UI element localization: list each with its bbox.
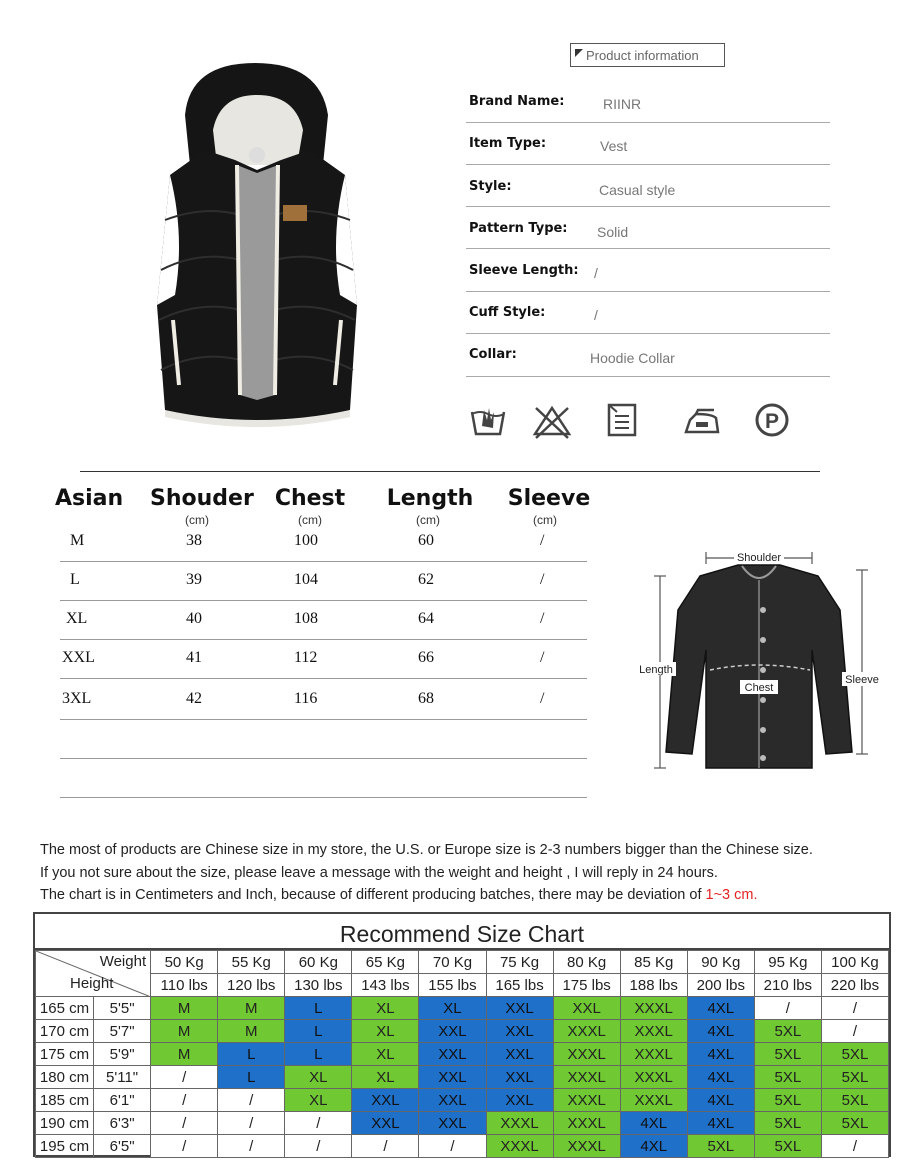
- recommended-size-cell: XXL: [352, 1089, 419, 1112]
- recommended-size-cell: XXL: [486, 1043, 553, 1066]
- recommended-size-cell: 5XL: [687, 1135, 754, 1158]
- height-cm-cell: 190 cm: [36, 1112, 94, 1135]
- recommended-size-cell: XXXL: [486, 1112, 553, 1135]
- size-cell: L: [70, 571, 80, 588]
- info-value: Casual style: [599, 182, 676, 198]
- recommended-size-cell: 5XL: [754, 1020, 821, 1043]
- recommended-size-cell: /: [419, 1135, 486, 1158]
- size-row: [60, 680, 587, 720]
- size-cell: /: [540, 649, 545, 666]
- svg-text:P: P: [765, 410, 780, 433]
- recommended-size-cell: 4XL: [620, 1112, 687, 1135]
- recommended-size-cell: XXL: [553, 997, 620, 1020]
- height-cm-cell: 165 cm: [36, 997, 94, 1020]
- weight-lbs-cell: 188 lbs: [620, 974, 687, 997]
- recommended-size-cell: 4XL: [620, 1135, 687, 1158]
- recommended-size-cell: M: [151, 997, 218, 1020]
- unit-label: (cm): [185, 513, 209, 527]
- size-cell: 108: [294, 610, 318, 627]
- recommended-size-cell: L: [285, 1043, 352, 1066]
- size-cell: 41: [186, 649, 202, 666]
- info-row-sleeve-length: [466, 249, 830, 292]
- info-value: Vest: [600, 138, 628, 154]
- size-cell: XXL: [62, 649, 95, 666]
- height-ft-cell: 6'1": [94, 1089, 151, 1112]
- recommended-size-cell: M: [218, 997, 285, 1020]
- size-cell: /: [540, 571, 545, 588]
- diagram-sleeve-label: Sleeve: [845, 674, 879, 686]
- recommended-size-cell: XXXL: [620, 1089, 687, 1112]
- info-row-cuff-style: [466, 291, 830, 334]
- unit-label: (cm): [533, 513, 557, 527]
- recommended-size-cell: /: [218, 1089, 285, 1112]
- recommended-size-cell: 5XL: [754, 1135, 821, 1158]
- note-line-3-text: The chart is in Centimeters and Inch, because of different producing batches, there may be deviation of: [40, 887, 706, 903]
- size-cell: 60: [418, 532, 434, 549]
- recommended-size-cell: XXXL: [553, 1066, 620, 1089]
- size-cell: 100: [294, 532, 318, 549]
- info-value: Solid: [597, 224, 629, 240]
- height-row: [36, 1066, 889, 1089]
- weight-kg-cell: 55 Kg: [218, 951, 285, 974]
- recommended-size-cell: XXXL: [553, 1043, 620, 1066]
- recommended-size-cell: /: [218, 1135, 285, 1158]
- recommended-size-cell: XL: [352, 997, 419, 1020]
- height-row: [36, 1135, 889, 1158]
- info-value: /: [594, 265, 598, 281]
- size-row-empty: [60, 758, 587, 798]
- recommended-size-cell: XXXL: [553, 1020, 620, 1043]
- size-cell: 112: [294, 649, 318, 666]
- recommended-size-cell: XXL: [352, 1112, 419, 1135]
- weight-lbs-cell: 165 lbs: [486, 974, 553, 997]
- info-row-collar: [466, 334, 830, 377]
- recommended-size-cell: /: [352, 1135, 419, 1158]
- recommended-size-cell: 5XL: [821, 1112, 888, 1135]
- weight-kg-row: [36, 951, 889, 974]
- height-ft-cell: 5'9": [94, 1043, 151, 1066]
- diagram-chest-label: Chest: [744, 682, 774, 694]
- info-value: /: [594, 307, 598, 323]
- recommended-size-cell: 4XL: [687, 1089, 754, 1112]
- recommended-size-cell: /: [285, 1112, 352, 1135]
- weight-lbs-cell: 155 lbs: [419, 974, 486, 997]
- weight-kg-cell: 65 Kg: [352, 951, 419, 974]
- size-cell: 116: [294, 690, 318, 707]
- info-row-pattern-type: [466, 206, 830, 249]
- recommended-size-cell: /: [218, 1112, 285, 1135]
- size-row: [60, 522, 587, 562]
- tumble-dry-icon: [603, 400, 643, 440]
- size-row-empty: [60, 719, 587, 759]
- info-key: Sleeve Length:: [469, 263, 579, 278]
- size-row: [60, 561, 587, 601]
- iron-icon: [682, 400, 722, 440]
- height-cm-cell: 175 cm: [36, 1043, 94, 1066]
- dry-clean-icon: [752, 400, 792, 440]
- height-ft-cell: 6'3": [94, 1112, 151, 1135]
- weight-lbs-row: [36, 974, 889, 997]
- height-ft-cell: 6'5": [94, 1135, 151, 1158]
- weight-lbs-cell: 110 lbs: [151, 974, 218, 997]
- size-cell: /: [540, 690, 545, 707]
- recommended-size-cell: /: [151, 1089, 218, 1112]
- recommended-size-cell: XXXL: [486, 1135, 553, 1158]
- note-line-3: [40, 887, 758, 903]
- hand-wash-icon: [468, 400, 508, 440]
- recommended-size-cell: XXXL: [620, 997, 687, 1020]
- recommended-size-cell: /: [821, 1135, 888, 1158]
- recommended-size-cell: /: [754, 997, 821, 1020]
- weight-height-corner: [36, 951, 151, 997]
- size-cell: 39: [186, 571, 202, 588]
- recommended-size-cell: /: [821, 1020, 888, 1043]
- recommended-size-cell: /: [285, 1135, 352, 1158]
- info-row-item-type: [466, 122, 830, 165]
- note-line-2: If you not sure about the size, please leave a message with the weight and height , I will reply in 24 hours.: [40, 865, 718, 881]
- recommend-size-chart: [33, 912, 891, 1157]
- weight-lbs-cell: 175 lbs: [553, 974, 620, 997]
- recommended-size-cell: 4XL: [687, 1066, 754, 1089]
- height-row: [36, 1089, 889, 1112]
- recommended-size-cell: 5XL: [754, 1089, 821, 1112]
- size-header-length: Length: [386, 486, 474, 511]
- info-key: Pattern Type:: [469, 221, 568, 236]
- recommended-size-cell: XXL: [486, 1066, 553, 1089]
- info-row-style: [466, 164, 830, 207]
- size-cell: 3XL: [62, 690, 92, 707]
- height-cm-cell: 185 cm: [36, 1089, 94, 1112]
- recommended-size-cell: 4XL: [687, 1043, 754, 1066]
- recommended-size-cell: XXL: [419, 1112, 486, 1135]
- recommended-size-cell: XXXL: [620, 1066, 687, 1089]
- weight-kg-cell: 70 Kg: [419, 951, 486, 974]
- chart-title: Recommend Size Chart: [35, 914, 889, 950]
- size-cell: XL: [66, 610, 88, 627]
- height-ft-cell: 5'7": [94, 1020, 151, 1043]
- recommended-size-cell: 4XL: [687, 1020, 754, 1043]
- recommended-size-cell: XXL: [419, 1066, 486, 1089]
- info-key: Collar:: [469, 347, 517, 362]
- size-header-asian: Asian: [55, 486, 124, 511]
- height-row: [36, 1043, 889, 1066]
- recommended-size-cell: /: [151, 1135, 218, 1158]
- no-bleach-icon: [532, 400, 572, 440]
- weight-kg-cell: 80 Kg: [553, 951, 620, 974]
- info-value: Hoodie Collar: [590, 350, 675, 366]
- recommended-size-cell: L: [285, 997, 352, 1020]
- recommended-size-cell: 4XL: [687, 1112, 754, 1135]
- size-header-sleeve: Sleeve: [507, 486, 591, 511]
- size-cell: 64: [418, 610, 434, 627]
- size-cell: 104: [294, 571, 318, 588]
- height-ft-cell: 5'5": [94, 997, 151, 1020]
- weight-kg-cell: 85 Kg: [620, 951, 687, 974]
- product-information-title: Product information: [586, 47, 699, 63]
- recommended-size-cell: XXXL: [553, 1112, 620, 1135]
- recommended-size-cell: XXXL: [553, 1089, 620, 1112]
- weight-lbs-cell: 200 lbs: [687, 974, 754, 997]
- size-header-shoulder: Shouder: [150, 486, 254, 511]
- diagram-shoulder-label: Shoulder: [736, 552, 782, 564]
- weight-lbs-cell: 210 lbs: [754, 974, 821, 997]
- recommended-size-cell: 5XL: [821, 1089, 888, 1112]
- recommended-size-cell: XXL: [486, 997, 553, 1020]
- height-row: [36, 1112, 889, 1135]
- info-key: Style:: [469, 179, 512, 194]
- height-cm-cell: 170 cm: [36, 1020, 94, 1043]
- height-row: [36, 1020, 889, 1043]
- recommended-size-cell: 5XL: [754, 1043, 821, 1066]
- recommended-size-cell: XL: [285, 1066, 352, 1089]
- info-key: Cuff Style:: [469, 305, 546, 320]
- recommended-size-cell: /: [151, 1066, 218, 1089]
- weight-kg-cell: 60 Kg: [285, 951, 352, 974]
- recommended-size-cell: /: [821, 997, 888, 1020]
- recommended-size-cell: 5XL: [821, 1066, 888, 1089]
- recommended-size-cell: M: [218, 1020, 285, 1043]
- size-row: [60, 600, 587, 640]
- size-cell: 66: [418, 649, 434, 666]
- recommended-size-cell: XXL: [419, 1043, 486, 1066]
- recommended-size-cell: XXXL: [553, 1135, 620, 1158]
- height-cm-cell: 180 cm: [36, 1066, 94, 1089]
- recommended-size-cell: XXXL: [620, 1020, 687, 1043]
- size-cell: 62: [418, 571, 434, 588]
- recommended-size-cell: M: [151, 1020, 218, 1043]
- recommended-size-cell: XXXL: [620, 1043, 687, 1066]
- info-value: RIINR: [603, 96, 642, 112]
- weight-lbs-cell: 130 lbs: [285, 974, 352, 997]
- recommended-size-cell: XXL: [486, 1020, 553, 1043]
- recommended-size-cell: L: [218, 1043, 285, 1066]
- measurement-diagram: [630, 540, 885, 775]
- info-row-brand: [466, 80, 830, 123]
- height-label: Height: [70, 975, 114, 992]
- product-information-tag: [570, 43, 725, 67]
- recommended-size-cell: L: [285, 1020, 352, 1043]
- section-divider: [80, 471, 820, 472]
- size-cell: 40: [186, 610, 202, 627]
- weight-kg-cell: 100 Kg: [821, 951, 888, 974]
- weight-kg-cell: 95 Kg: [754, 951, 821, 974]
- recommended-size-cell: XL: [352, 1020, 419, 1043]
- height-ft-cell: 5'11": [94, 1066, 151, 1089]
- recommended-size-cell: XL: [285, 1089, 352, 1112]
- recommended-size-cell: XL: [419, 997, 486, 1020]
- height-cm-cell: 195 cm: [36, 1135, 94, 1158]
- recommended-size-cell: /: [151, 1112, 218, 1135]
- size-header-chest: Chest: [274, 486, 346, 511]
- weight-kg-cell: 50 Kg: [151, 951, 218, 974]
- recommended-size-cell: XXL: [486, 1089, 553, 1112]
- weight-label: Weight: [99, 953, 147, 970]
- weight-lbs-cell: 120 lbs: [218, 974, 285, 997]
- recommended-size-cell: M: [151, 1043, 218, 1066]
- info-key: Item Type:: [469, 136, 547, 151]
- vest-product-image: [145, 55, 370, 435]
- size-row: [60, 639, 587, 679]
- recommended-size-cell: XXL: [419, 1089, 486, 1112]
- size-cell: /: [540, 532, 545, 549]
- unit-label: (cm): [298, 513, 322, 527]
- recommended-size-cell: XL: [352, 1066, 419, 1089]
- note-deviation-value: 1~3 cm.: [705, 887, 758, 903]
- recommend-size-table: [35, 950, 889, 1158]
- recommended-size-cell: 4XL: [687, 997, 754, 1020]
- recommended-size-cell: XXL: [419, 1020, 486, 1043]
- recommended-size-cell: 5XL: [754, 1112, 821, 1135]
- unit-label: (cm): [416, 513, 440, 527]
- recommended-size-cell: XL: [352, 1043, 419, 1066]
- height-row: [36, 997, 889, 1020]
- size-cell: 38: [186, 532, 202, 549]
- size-cell: M: [70, 532, 85, 549]
- weight-lbs-cell: 220 lbs: [821, 974, 888, 997]
- size-cell: 68: [418, 690, 434, 707]
- weight-kg-cell: 75 Kg: [486, 951, 553, 974]
- weight-kg-cell: 90 Kg: [687, 951, 754, 974]
- recommended-size-cell: 5XL: [754, 1066, 821, 1089]
- corner-flag-icon: [575, 49, 583, 57]
- note-line-1: The most of products are Chinese size in my store, the U.S. or Europe size is 2-3 numbers bigger than the Chinese size.: [40, 842, 813, 858]
- recommended-size-cell: 5XL: [821, 1043, 888, 1066]
- size-cell: 42: [186, 690, 202, 707]
- size-cell: /: [540, 610, 545, 627]
- info-key: Brand Name:: [469, 94, 565, 109]
- weight-lbs-cell: 143 lbs: [352, 974, 419, 997]
- diagram-length-label: Length: [639, 664, 673, 676]
- recommended-size-cell: L: [218, 1066, 285, 1089]
